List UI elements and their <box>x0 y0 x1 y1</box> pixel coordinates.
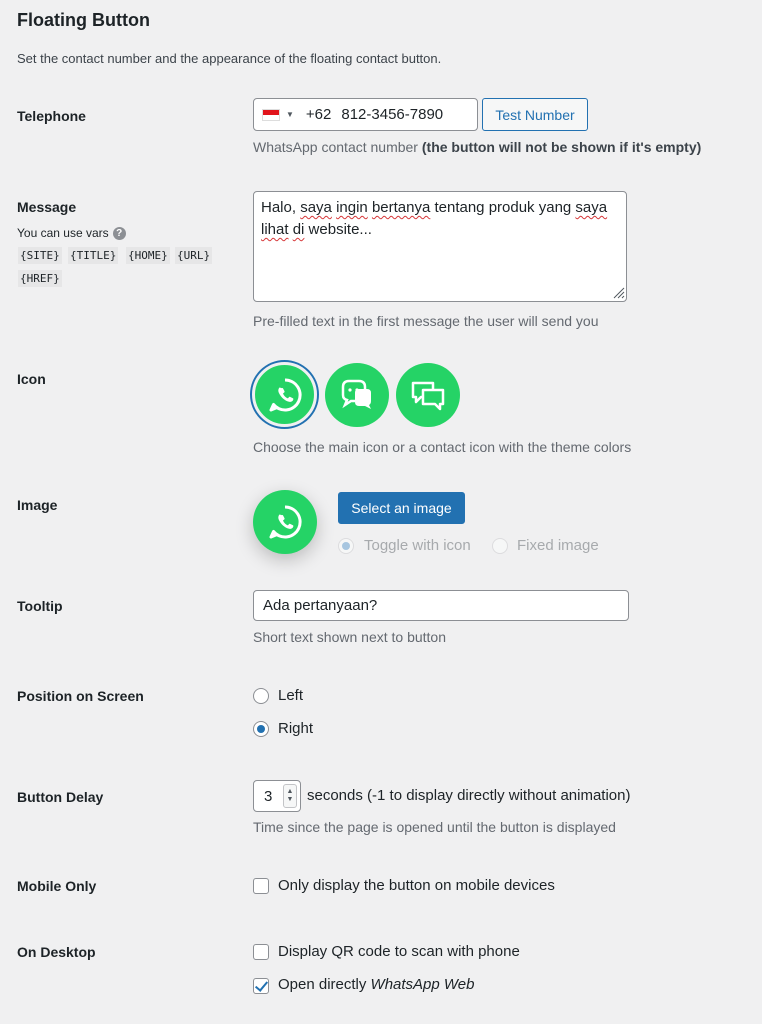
fixed-image-label: Fixed image <box>517 537 599 554</box>
toggle-with-icon-radio[interactable] <box>338 538 354 554</box>
delay-help: Time since the page is opened until the button is displayed <box>253 819 616 835</box>
mobile-only-label: Mobile Only <box>17 878 97 894</box>
icon-option-chat-bubbles[interactable] <box>396 363 460 427</box>
indonesia-flag-icon[interactable] <box>262 109 280 121</box>
section-title: Floating Button <box>17 10 150 30</box>
var-url: {URL} <box>177 249 211 262</box>
delay-label: Button Delay <box>17 789 104 805</box>
telephone-input[interactable] <box>341 106 471 123</box>
icon-help: Choose the main icon or a contact icon with the theme colors <box>253 439 632 455</box>
desktop-label: On Desktop <box>17 944 96 960</box>
telephone-help: WhatsApp contact number (the button will not be shown if it's empty) <box>253 139 702 155</box>
icon-option-whatsapp[interactable] <box>252 362 317 427</box>
select-image-button[interactable]: Select an image <box>338 492 465 524</box>
whatsapp-bubble-characters-icon <box>335 373 379 417</box>
image-preview <box>253 490 317 554</box>
toggle-with-icon-label: Toggle with icon <box>364 537 471 554</box>
number-spinner-icon[interactable]: ▲ ▼ <box>283 784 297 808</box>
var-href: {HREF} <box>20 272 60 285</box>
var-title: {TITLE} <box>70 249 117 262</box>
mobile-only-checkbox-label: Only display the button on mobile devices <box>278 877 555 894</box>
delay-number-input[interactable] <box>253 780 301 812</box>
whatsapp-web-checkbox-label: Open directly WhatsApp Web <box>278 976 475 993</box>
var-site: {SITE} <box>20 249 60 262</box>
position-right-radio[interactable] <box>253 721 269 737</box>
tooltip-help: Short text shown next to button <box>253 629 447 645</box>
message-label: Message <box>17 199 77 215</box>
whatsapp-logo-icon <box>265 375 305 415</box>
section-description: Set the contact number and the appearance of the floating contact button. <box>17 51 442 66</box>
position-right-label: Right <box>278 720 314 737</box>
tooltip-label: Tooltip <box>17 598 63 614</box>
qr-code-checkbox[interactable] <box>253 944 269 960</box>
help-question-icon[interactable]: ? <box>113 227 126 240</box>
resize-grip-icon[interactable] <box>611 285 625 299</box>
qr-code-checkbox-label: Display QR code to scan with phone <box>278 943 520 960</box>
mobile-only-checkbox[interactable] <box>253 878 269 894</box>
whatsapp-web-checkbox[interactable] <box>253 978 269 994</box>
tooltip-input[interactable] <box>253 590 629 621</box>
image-label: Image <box>17 497 58 513</box>
telephone-label: Telephone <box>17 108 86 124</box>
vars-note: You can use vars ? <box>17 226 126 240</box>
test-number-button[interactable]: Test Number <box>482 98 588 131</box>
fixed-image-radio[interactable] <box>492 538 508 554</box>
message-textarea[interactable]: Halo, saya ingin bertanya tentang produk yang saya lihat di website... <box>253 191 627 302</box>
icon-label: Icon <box>17 371 46 387</box>
position-left-label: Left <box>278 687 304 704</box>
telephone-field <box>253 98 478 131</box>
whatsapp-logo-icon <box>265 502 305 542</box>
delay-value: 3 <box>264 787 273 805</box>
var-home: {HOME} <box>128 249 168 262</box>
position-left-radio[interactable] <box>253 688 269 704</box>
position-label: Position on Screen <box>17 688 144 704</box>
dial-code: +62 <box>305 106 332 123</box>
caret-down-icon[interactable]: ▼ <box>286 110 294 119</box>
delay-suffix: seconds (-1 to display directly without animation) <box>307 787 631 804</box>
icon-option-bubble-characters[interactable] <box>325 363 389 427</box>
message-help: Pre-filled text in the first message the user will send you <box>253 313 599 329</box>
chat-bubbles-icon <box>407 374 449 416</box>
